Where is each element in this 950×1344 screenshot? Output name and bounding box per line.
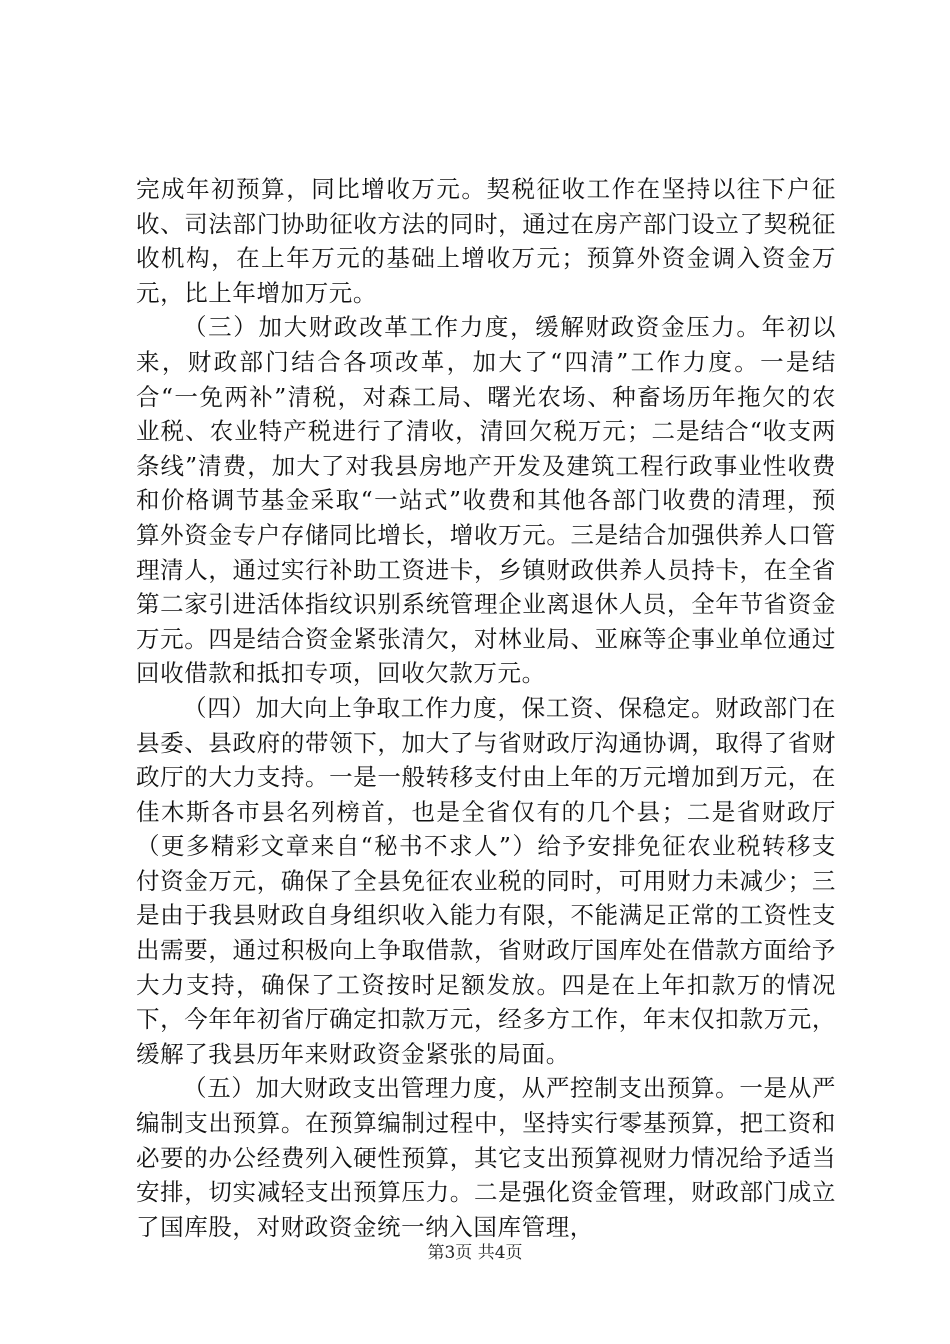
paragraph-section-4: （四）加大向上争取工作力度，保工资、保稳定。财政部门在县委、县政府的带领下，加大了与省财政厅沟通协调，取得了省财政厅的大力支持。一是一般转移支付由上年的万元增加到万元，在佳木斯各市县名列榜首，也是全省仅有的几个县；二是省财政厅（更多精彩文章来自“秘书不求人”）给予安排免征农业税转移支付资金万元，确保了全县免征农业税的同时，可用财力未减少；三是由于我县财政自身组织收入能力有限，不能满足正常的工资性支出需要，通过积极向上争取借款，省财政厅国库处在借款方面给予大力支持，确保了工资按时足额发放。四是在上年扣款万的情况下，今年年初省厅确定扣款万元，经多方工作，年末仅扣款万元，缓解了我县历年来财政资金紧张的局面。 (136, 693, 836, 1068)
page-number-footer: 第3页 共4页 (427, 1243, 523, 1263)
paragraph-section-3: （三）加大财政改革工作力度，缓解财政资金压力。年初以来，财政部门结合各项改革，加大了“四清”工作力度。一是结合“一免两补”清税，对森工局、曙光农场、种畜场历年拖欠的农业税、农业特产税进行了清收，清回欠税万元；二是结合“收支两条线”清费，加大了对我县房地产开发及建筑工程行政事业性收费和价格调节基金采取“一站式”收费和其他各部门收费的清理，预算外资金专户存储同比增长，增收万元。三是结合加强供养人口管理清人，通过实行补助工资进卡，乡镇财政供养人员持卡，在全省第二家引进活体指纹识别系统管理企业离退休人员，全年节省资金万元。四是结合资金紧张清欠，对林业局、亚麻等企事业单位通过回收借款和抵扣专项，回收欠款万元。 (136, 313, 836, 688)
paragraph-continuation: 完成年初预算，同比增收万元。契税征收工作在坚持以往下户征收、司法部门协助征收方法的同时，通过在房产部门设立了契税征收机构，在上年万元的基础上增收万元；预算外资金调入资金万元，比上年增加万元。 (136, 175, 836, 307)
document-body (136, 172, 836, 1244)
paragraph-section-5: （五）加大财政支出管理力度，从严控制支出预算。一是从严编制支出预算。在预算编制过程中，坚持实行零基预算，把工资和必要的办公经费列入硬性预算，其它支出预算视财力情况给予适当安排，切实减轻支出预算压力。二是强化资金管理，财政部门成立了国库股，对财政资金统一纳入国库管理， (136, 1074, 836, 1241)
